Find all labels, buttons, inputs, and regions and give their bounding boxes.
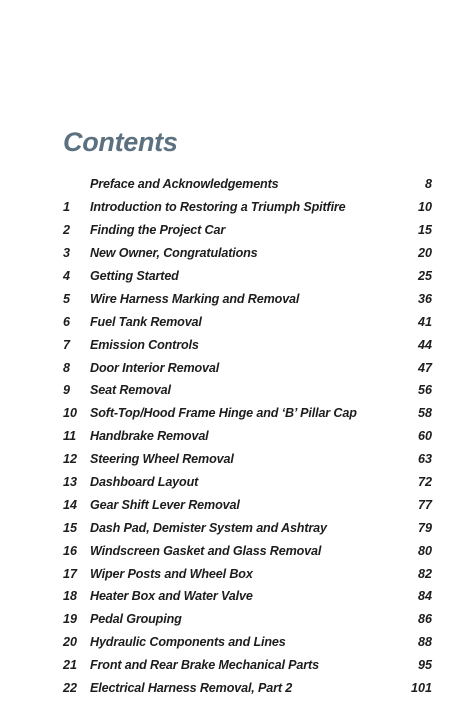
- chapter-title: Wiper Posts and Wheel Box: [90, 566, 253, 581]
- toc-entry: [63, 654, 432, 677]
- chapter-number: 17: [63, 566, 78, 581]
- toc-entry: [63, 402, 432, 425]
- page-title: Contents: [63, 127, 178, 157]
- toc-entry: [63, 173, 432, 196]
- chapter-number: 6: [63, 314, 71, 329]
- toc-entry: [63, 585, 432, 608]
- chapter-number: 20: [63, 635, 78, 650]
- chapter-title: Door Interior Removal: [90, 360, 220, 375]
- chapter-number: 3: [63, 246, 71, 261]
- chapter-number: 16: [63, 543, 78, 558]
- chapter-number: 5: [63, 291, 71, 306]
- chapter-title: Gear Shift Lever Removal: [90, 497, 240, 512]
- chapter-number: 1: [63, 200, 71, 215]
- toc-entry: [63, 333, 432, 356]
- page-number: 80: [417, 543, 432, 558]
- page-number: 63: [417, 452, 432, 467]
- toc-entry: [63, 242, 432, 265]
- page-number: 88: [417, 635, 432, 650]
- page-number: 25: [417, 269, 432, 283]
- chapter-title: Heater Box and Water Valve: [90, 589, 253, 604]
- toc-entry: [63, 196, 432, 219]
- chapter-number: 8: [63, 360, 71, 375]
- page-number: 79: [417, 520, 432, 535]
- chapter-number: 14: [63, 497, 78, 512]
- toc-entry: [63, 677, 432, 700]
- chapter-title: Wire Harness Marking and Removal: [90, 291, 300, 306]
- chapter-number: 18: [63, 589, 78, 604]
- page-number: 41: [417, 314, 432, 329]
- page-number: 82: [417, 566, 432, 581]
- chapter-number: 12: [63, 452, 78, 467]
- chapter-title: Steering Wheel Removal: [90, 452, 234, 467]
- chapter-title: Finding the Project Car: [90, 223, 226, 238]
- toc-entry: [63, 448, 432, 471]
- chapter-title: Front and Rear Brake Mechanical Parts: [90, 658, 319, 673]
- chapter-title: Electrical Harness Removal, Part 2: [90, 681, 293, 696]
- toc-entry: [63, 471, 432, 494]
- toc-entry: [63, 539, 432, 562]
- page-number: 101: [410, 681, 432, 696]
- chapter-title: Introduction to Restoring a Triumph Spitfire: [90, 200, 346, 215]
- chapter-title: Soft-Top/Hood Frame Hinge and ‘B’ Pillar Cap: [90, 406, 357, 421]
- page-number: 77: [417, 497, 432, 512]
- page-number: 36: [417, 291, 432, 306]
- chapter-number: 19: [63, 612, 78, 627]
- chapter-number: 7: [63, 337, 71, 352]
- chapter-number: 4: [63, 269, 71, 283]
- chapter-title: Handbrake Removal: [90, 429, 209, 444]
- page-number: 56: [417, 383, 432, 398]
- page-number: 84: [417, 589, 432, 604]
- chapter-title: Dashboard Layout: [90, 475, 199, 490]
- page-number: 86: [417, 612, 432, 627]
- toc-entry: [63, 516, 432, 539]
- page-number: 10: [417, 200, 432, 215]
- chapter-title: New Owner, Congratulations: [90, 246, 258, 261]
- page-number: 95: [417, 658, 432, 673]
- chapter-title: Pedal Grouping: [90, 612, 182, 627]
- page-number: 72: [417, 475, 432, 490]
- toc-entry: [63, 608, 432, 631]
- chapter-title: Emission Controls: [90, 337, 199, 352]
- page-number: 44: [417, 337, 432, 352]
- chapter-title: Preface and Acknowledgements: [90, 177, 279, 192]
- chapter-number: 11: [63, 429, 77, 444]
- chapter-title: Getting Started: [90, 269, 179, 283]
- page-number: 20: [417, 246, 432, 261]
- chapter-number: 15: [63, 520, 78, 535]
- toc-entry: [63, 493, 432, 516]
- chapter-title: Windscreen Gasket and Glass Removal: [90, 543, 322, 558]
- toc-entry: [63, 379, 432, 402]
- chapter-number: 9: [63, 383, 71, 398]
- table-of-contents: [63, 173, 432, 699]
- page-number: 47: [417, 360, 432, 375]
- chapter-number: 13: [63, 475, 78, 490]
- page-number: 60: [417, 429, 432, 444]
- chapter-number: 21: [63, 658, 78, 673]
- page-number: 15: [417, 223, 432, 238]
- toc-entry: [63, 631, 432, 654]
- page-number: 8: [424, 177, 432, 192]
- toc-entry: [63, 287, 432, 310]
- toc-entry: [63, 265, 432, 288]
- toc-entry: [63, 356, 432, 379]
- chapter-title: Dash Pad, Demister System and Ashtray: [90, 520, 327, 535]
- toc-entry: [63, 310, 432, 333]
- toc-entry: [63, 562, 432, 585]
- toc-entry: [63, 425, 432, 448]
- chapter-title: Hydraulic Components and Lines: [90, 635, 286, 650]
- page-number: 58: [417, 406, 432, 421]
- chapter-number: 22: [63, 681, 78, 696]
- chapter-number: 2: [63, 223, 71, 238]
- chapter-number: 10: [63, 406, 78, 421]
- chapter-title: Seat Removal: [90, 383, 171, 398]
- toc-entry: [63, 219, 432, 242]
- chapter-title: Fuel Tank Removal: [90, 314, 202, 329]
